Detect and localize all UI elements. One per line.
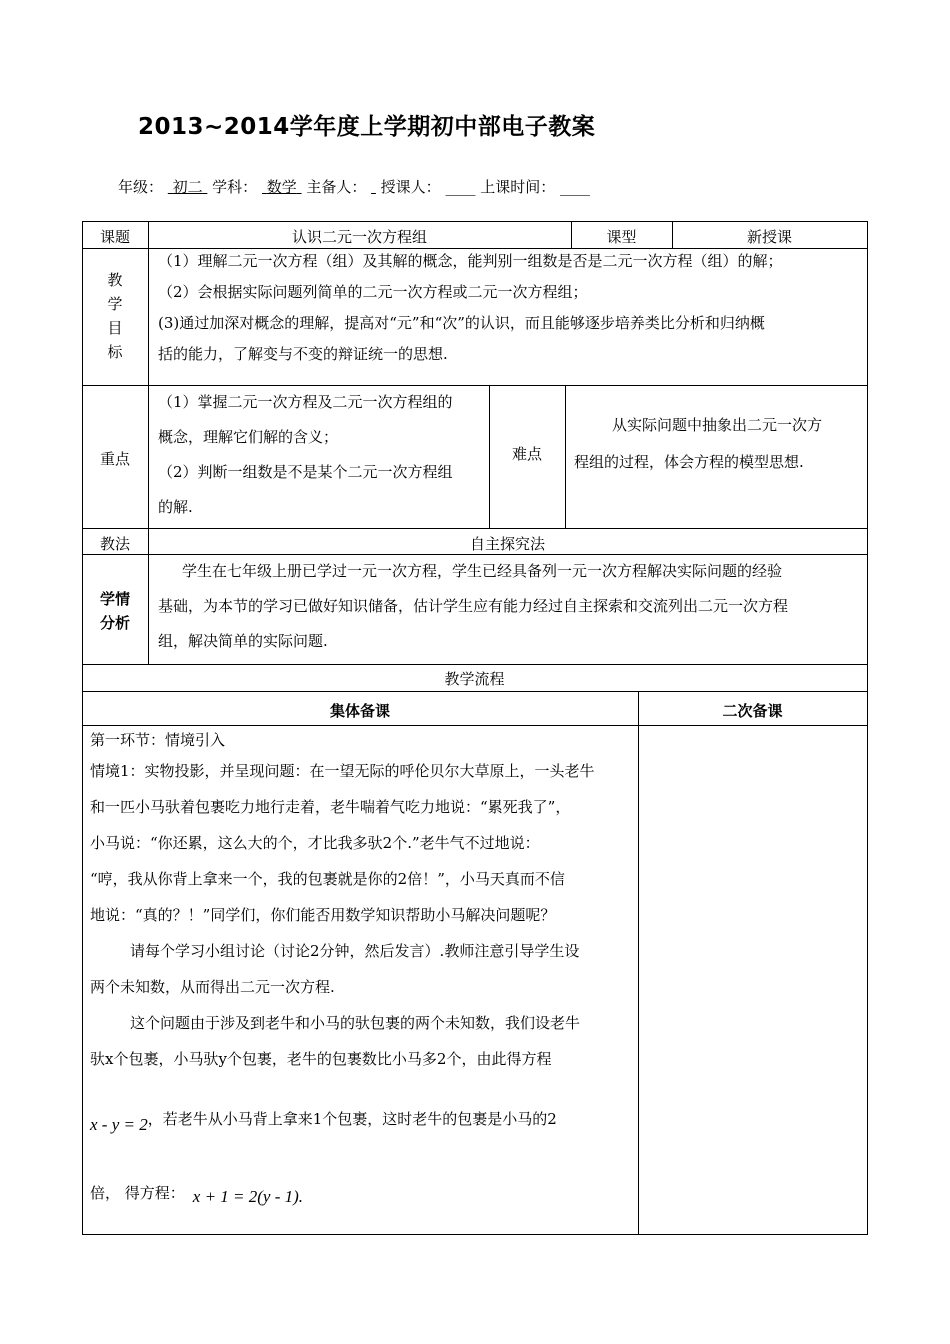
table-divider xyxy=(82,528,868,529)
key-line: 的解. xyxy=(158,498,193,516)
difficulty-text xyxy=(574,407,864,481)
equation-line-2 xyxy=(90,1182,635,1206)
subject-value: 数学 xyxy=(266,178,297,196)
goal-line: （2）会根据实际问题列简单的二元一次方程或二元一次方程组； xyxy=(158,283,588,301)
difficulty-line: 程组的过程，体会方程的模型思想. xyxy=(574,453,804,471)
body-line: 情境1：实物投影，并呈现问题：在一望无际的呼伦贝尔大草原上，一头老牛 xyxy=(90,762,595,780)
goals-text xyxy=(158,246,863,370)
key-line: （2）判断一组数是不是某个二元一次方程组 xyxy=(158,463,453,481)
type-value: 新授课 xyxy=(746,228,792,246)
table-border xyxy=(82,221,83,1235)
body-line: 两个未知数，从而得出二元一次方程. xyxy=(90,977,335,996)
table-border xyxy=(82,1234,868,1235)
difficulty-label: 难点 xyxy=(511,445,542,463)
header-meta xyxy=(118,176,590,197)
secondary-header: 二次备课 xyxy=(722,702,783,720)
table-divider xyxy=(565,385,566,529)
collective-header: 集体备课 xyxy=(329,702,390,720)
equation-1: x - y = 2 xyxy=(90,1115,148,1134)
table-border xyxy=(82,221,868,222)
body-line: 驮x个包裹，小马驮y个包裹，老牛的包裹数比小马多2个，由此得方程 xyxy=(90,1049,552,1068)
analysis-text xyxy=(158,554,863,659)
table-divider xyxy=(82,691,868,692)
difficulty-line: 从实际问题中抽象出二元一次方 xyxy=(612,416,823,434)
key-line: 概念，理解它们解的含义； xyxy=(158,428,339,446)
key-text xyxy=(158,385,488,525)
equation-1-text: ，若老牛从小马背上拿来1个包裹，这时老牛的包裹是小马的2 xyxy=(147,1110,557,1128)
equation-2-text: 倍， 得方程： xyxy=(90,1184,185,1202)
type-label: 课型 xyxy=(606,228,637,246)
analysis-label: 学情 分析 xyxy=(99,590,130,632)
analysis-line: 组，解决简单的实际问题. xyxy=(158,632,328,650)
method-label: 教法 xyxy=(99,535,130,553)
teacher-label: 授课人： xyxy=(380,178,441,196)
body-line: 地说：“真的？！”同学们，你们能否用数学知识帮助小马解决问题呢？ xyxy=(90,905,556,924)
flow-label: 教学流程 xyxy=(444,670,505,688)
method-value: 自主探究法 xyxy=(469,535,545,553)
teacher-blank: ____ xyxy=(445,178,476,196)
table-divider xyxy=(638,691,639,1235)
time-blank: ____ xyxy=(560,178,591,196)
table-divider xyxy=(148,221,149,665)
body-line: 和一匹小马驮着包裹吃力地行走着，老牛喘着气吃力地说：“累死我了”， xyxy=(90,797,571,816)
page-title: 2013~2014学年度上学期初中部电子教案 xyxy=(138,114,596,140)
goal-line: （1）理解二元一次方程（组）及其解的概念，能判别一组数是否是二元一次方程（组）的解； xyxy=(158,252,783,270)
grade-value: 初二 xyxy=(172,178,203,196)
body-line: 这个问题由于涉及到老牛和小马的驮包裹的两个未知数，我们设老牛 xyxy=(130,1013,581,1032)
body-line: 请每个学习小组讨论（讨论2分钟，然后发言）.教师注意引导学生设 xyxy=(130,941,580,960)
equation-line-1 xyxy=(90,1108,635,1134)
preparer-blank xyxy=(371,178,376,196)
topic-value: 认识二元一次方程组 xyxy=(291,228,427,246)
analysis-line: 学生在七年级上册已学过一元一次方程，学生已经具备列一元一次方程解决实际问题的经验 xyxy=(182,562,783,580)
body-line: 小马说：“你还累，这么大的个，才比我多驮2个.”老牛气不过地说： xyxy=(90,833,540,852)
table-divider xyxy=(82,664,868,665)
analysis-line: 基础，为本节的学习已做好知识储备，估计学生应有能力经过自主探索和交流列出二元一次方程 xyxy=(158,597,789,615)
table-border xyxy=(867,221,868,1235)
time-label: 上课时间： xyxy=(480,178,556,196)
subject-label: 学科： xyxy=(212,178,258,196)
topic-label: 课题 xyxy=(99,228,130,246)
equation-2: x + 1 = 2(y - 1). xyxy=(192,1187,304,1206)
goal-line: (3)通过加深对概念的理解，提高对“元”和“次”的认识，而且能够逐步培养类比分析和归纳概 xyxy=(158,314,765,332)
goal-line: 括的能力，了解变与不变的辩证统一的思想. xyxy=(158,345,448,363)
grade-label: 年级： xyxy=(118,178,164,196)
key-label: 重点 xyxy=(99,450,130,468)
goals-label: 教 学 目 标 xyxy=(107,271,123,361)
body-line: 第一环节：情境引入 xyxy=(90,731,226,749)
key-line: （1）掌握二元一次方程及二元一次方程组的 xyxy=(158,393,453,411)
body-line: “哼，我从你背上拿来一个，我的包裹就是你的2倍！”，小马天真而不信 xyxy=(90,869,565,888)
preparer-label: 主备人： xyxy=(306,178,367,196)
lesson-body xyxy=(90,725,635,1077)
